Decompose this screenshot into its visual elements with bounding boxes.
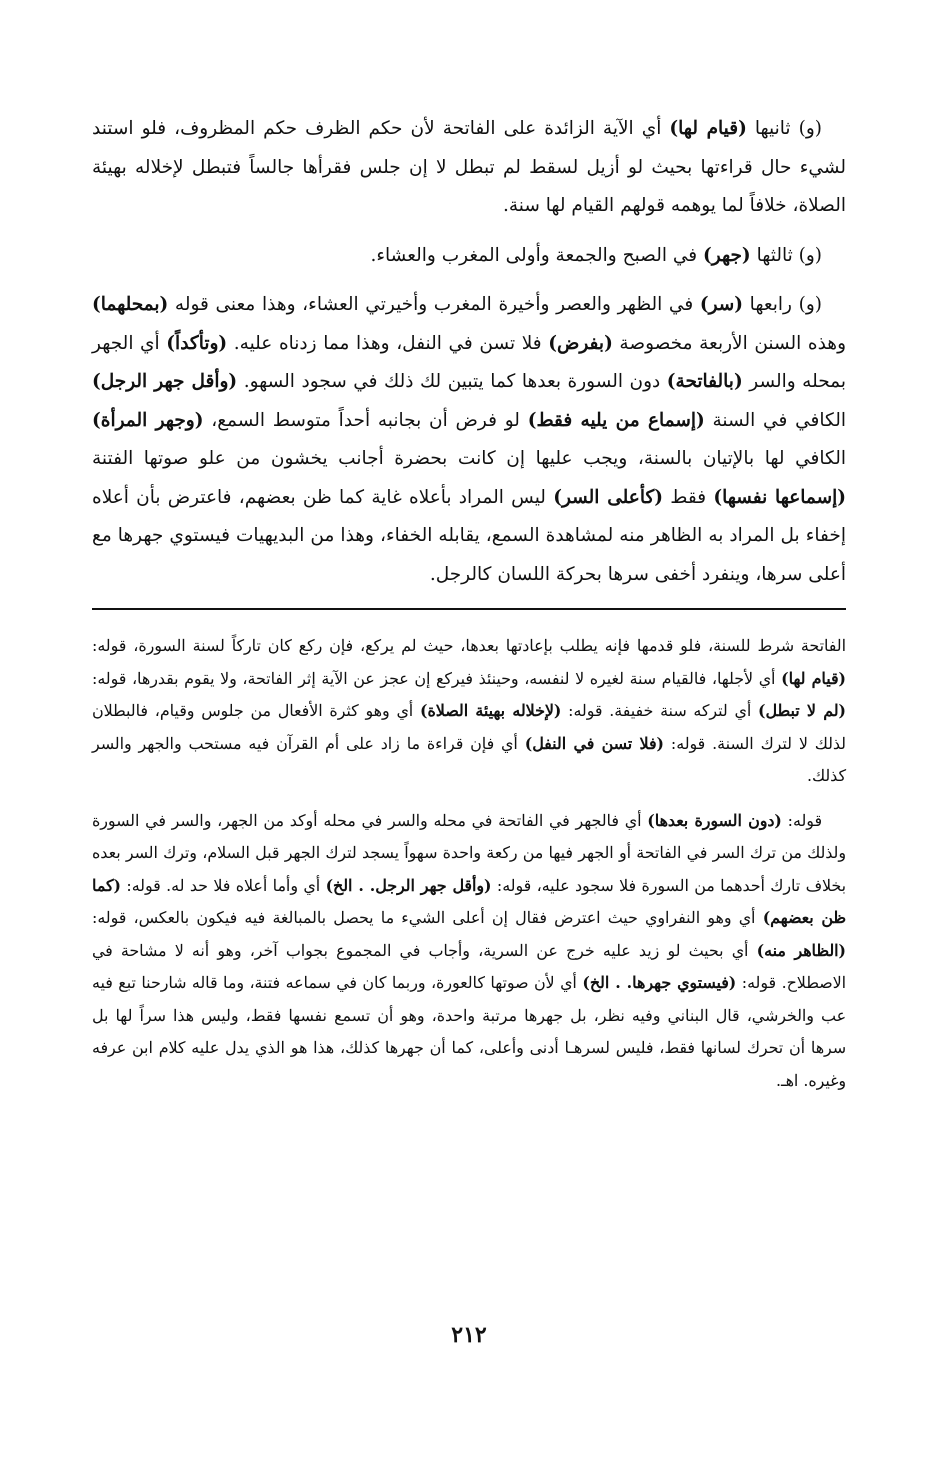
bold-quote: (لم لا تبطل) — [758, 701, 846, 720]
text-run: دون السورة بعدها كما يتبين لك ذلك في سجود السهو. — [237, 371, 667, 392]
text-run: أي الآية الزائدة على الفاتحة لأن حكم الظرف حكم المظروف، فلو استند لشيء حال قراءتها بحيث لو أزيل لسقط لم تبطل لا إن جلس فقرأها جالساً فتبطل لإخلاله بهيئة الصلاة، خلافاً لما يوهمه قولهم القيام لها سنة. — [92, 118, 846, 216]
bold-quote: (قيام لها) — [669, 118, 747, 139]
main-paragraph-2 — [92, 237, 846, 276]
text-run: الكافي في السنة — [704, 409, 846, 431]
bold-quote: (بمحلهما) — [92, 294, 169, 315]
text-run: أي الجهر بمحله والسر — [92, 332, 846, 392]
bold-quote: (كما ظن بعضهم) — [92, 875, 846, 927]
bold-quote: (وأقل جهر الرجل) — [92, 371, 238, 392]
bold-quote: (فيستوي جهرها. . الخ) — [582, 973, 737, 992]
text-run: أي وهو النفراوي حيث اعترض فقال إن أعلى الشيء ما يحصل بالمبالغة فيه فيكون بالعكس، قوله: — [92, 908, 763, 927]
main-text — [92, 110, 846, 594]
text-run: أي وهو كثرة الأفعال من جلوس وقيام، فالبطلان لذلك لا لترك السنة. قوله: — [92, 701, 846, 753]
bold-quote: (وتأكداً) — [166, 332, 228, 354]
text-run: (و) رابعها — [743, 294, 822, 315]
footnote-paragraph-2 — [92, 805, 846, 1098]
text-run: (و) ثانيها — [746, 118, 822, 139]
footnote-divider — [92, 608, 846, 610]
bold-quote: (الظاهر منه) — [756, 940, 847, 960]
text-run: أي لأجلها، فالقيام سنة لغيره لا لنفسه، وحينئذ فيركع إن عجز عن الآية إثر الفاتحة، ولا يقوم بقدرها، قوله: — [92, 668, 782, 688]
text-run: قوله: — [781, 810, 822, 830]
bold-quote: (إسماعها نفسها) — [713, 486, 846, 508]
text-run: في الظهر والعصر وأخيرة المغرب وأخيرتي العشاء، وهذا معنى قوله — [168, 294, 700, 315]
text-run: أي وأما أعلاه فلا حد له. قوله: — [120, 875, 326, 895]
text-run: الفاتحة شرط للسنة، فلو قدمها فإنه يطلب بإعادتها بعدها، حيث لم يركع، فإن ركع كان تاركاً لسنة السورة، قوله: — [92, 636, 846, 655]
text-run: في الصبح والجمعة وأولى المغرب والعشاء. — [370, 244, 703, 266]
text-run: أي بحيث لو زيد عليه خرج عن السرية، وأجاب في المجموع بجواب آخر، وهو أنه لا مشاحة في الاصطلاح. قوله: — [92, 940, 846, 992]
main-paragraph-3 — [92, 286, 846, 594]
footnote-paragraph-1 — [92, 630, 846, 793]
text-run: أي لأن صوتها كالعورة، وربما كان في سماعه فتنة، وما قاله شارحنا تبع فيه عب والخرشي، قال البناني وفيه نظر، بل جهرها مرتبة واحدة، وهو أن تسمع نفسها فقط، وليس هذا سراً لها بل سرها أن تحرك لسانها فقط، فليس لسرهـا أدنى وأعلى، كما أن جهرها كذلك، هذا هو الذي يدل عليه كلام ابن عرفه وغيره. اهـ. — [92, 973, 846, 1090]
footnotes — [92, 630, 846, 1097]
bold-quote: (إسماع من يليه فقط) — [527, 409, 705, 431]
page-number: ٢١٢ — [451, 1322, 487, 1348]
bold-quote: (جهر) — [703, 244, 751, 266]
bold-quote: (وجهر المرأة) — [92, 409, 204, 431]
bold-quote: (قيام لها) — [781, 668, 846, 688]
bold-quote: (لإخلاله بهيئة الصلاة) — [420, 701, 562, 720]
bold-quote: (بالفاتحة) — [666, 371, 743, 392]
text-run: وهذه السنن الأربعة مخصوصة — [612, 332, 846, 354]
text-run: فقط — [663, 486, 714, 508]
text-run: أي لترکه سنة خفيفة. قوله: — [561, 701, 759, 720]
bold-quote: (سر) — [699, 294, 744, 315]
text-run: ليس المراد بأعلاه غاية كما ظن بعضهم، فاعترض بأن أعلاه إخفاء بل المراد به الظاهر منه لمشاهدة السمع، يقابله الخفاء، وهذا من البديهيات فيستوي جهرها مع أعلى سرها، وينفرد أخفى سرها بحركة اللسان كالرجل. — [92, 486, 846, 585]
bold-quote: (وأقل جهر الرجل. . الخ) — [325, 875, 492, 895]
text-run: أي فالجهر في الفاتحة في محله والسر في محله أوكد من الجهر، والسر في السورة ولذلك من ترك السر في الفاتحة أو الجهر فيها من ركعة واحدة سهواً يسجد لترك الجهر قبل السلام، وترك السر بعده بخلاف تارك أحدهما من السورة فلا سجود عليه، قوله: — [92, 810, 846, 895]
text-run: لو فرض أن بجانبه أحداً متوسط السمع، — [203, 409, 528, 431]
bold-quote: (كأعلى السر) — [553, 486, 664, 508]
bold-quote: (دون السورة بعدها) — [647, 810, 782, 830]
text-run: (و) ثالثها — [750, 244, 822, 266]
text-run: الكافي لها بالإتيان بالسنة، ويجب عليها إن كانت بحضرة أجانب يخشون من علو صوتها الفتنة — [92, 448, 846, 469]
main-paragraph-1 — [92, 110, 846, 226]
text-run: أي فإن قراءة ما زاد على أم القرآن فيه مستحب والجهر والسر كذلك. — [92, 733, 846, 785]
text-run: فلا تسن في النفل، وهذا مما زدناه عليه. — [227, 332, 549, 354]
bold-quote: (بفرض) — [548, 332, 613, 354]
bold-quote: (فلا تسن في النفل) — [524, 733, 664, 753]
